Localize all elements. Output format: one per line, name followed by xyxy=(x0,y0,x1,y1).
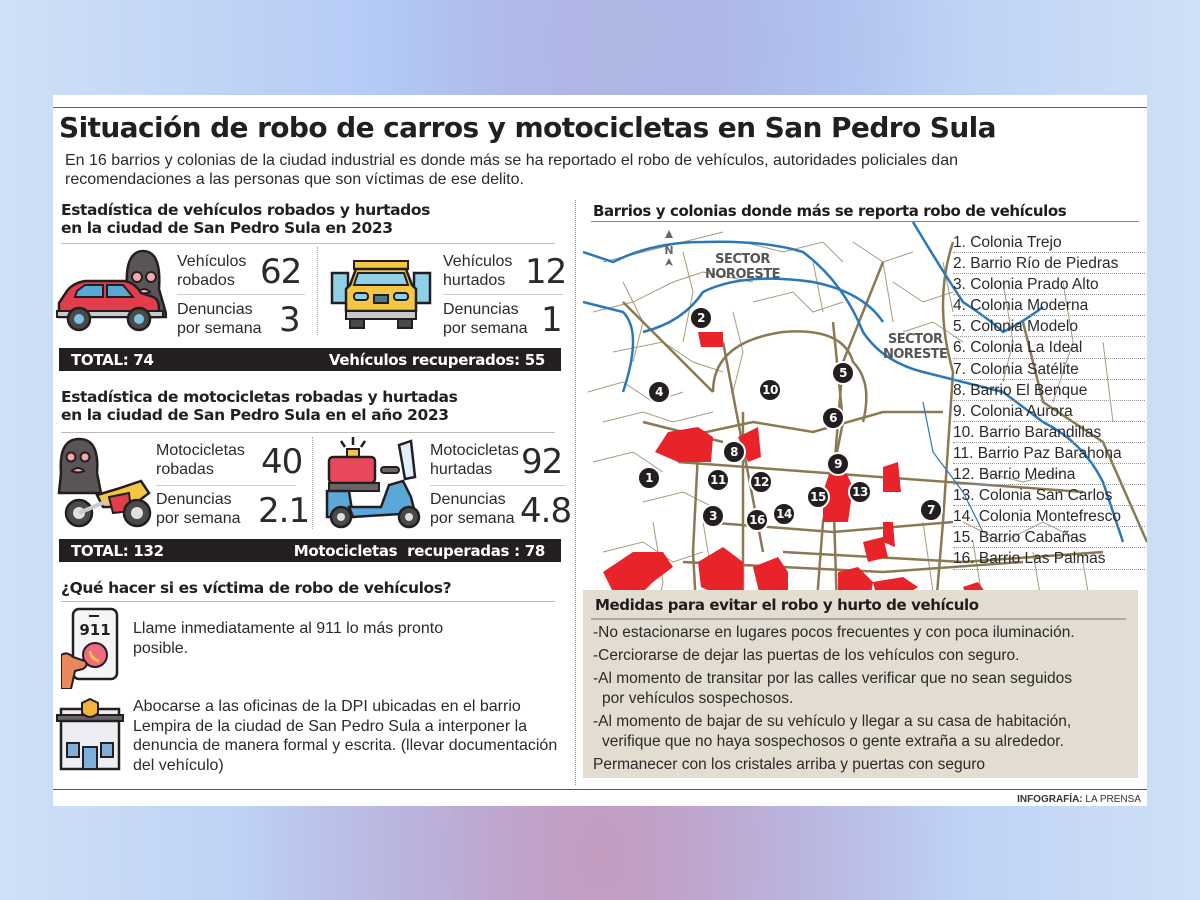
map-marker-5[interactable]: 5 xyxy=(831,361,855,385)
column-divider xyxy=(575,200,576,785)
intro-text: En 16 barrios y colonias de la ciudad industrial es donde más se ha reportado el robo de vehículos, autoridades policiales dan recomendaciones a las personas que son víctimas de ese delito. xyxy=(65,152,958,188)
motorcycles-hurtadas-value: 92 xyxy=(521,442,563,482)
motorcycles-robadas-denuncias-value: 2.1 xyxy=(258,491,310,531)
map-marker-16[interactable]: 16 xyxy=(745,508,769,532)
legend-item: 16. Barrio Las Palmas xyxy=(953,548,1145,569)
motorcycles-robadas-value: 40 xyxy=(261,442,303,482)
map-marker-8[interactable]: 8 xyxy=(722,440,746,464)
divider xyxy=(61,432,555,433)
map-marker-4[interactable]: 4 xyxy=(647,380,671,404)
legend-item: 12. Barrio Medina xyxy=(953,464,1145,485)
credit-line xyxy=(1017,794,1141,805)
prevention-item: -Al momento de transitar por las calles verificar que no sean seguidos por vehículos sospechosos. xyxy=(593,670,1073,707)
tip-call-911: Llame inmediatamente al 911 lo más pronto posible. xyxy=(133,620,444,657)
top-rule xyxy=(53,107,1147,108)
prevention-item: -No estacionarse en lugares pocos frecuentes y con poca iluminación. xyxy=(593,624,1075,641)
map-marker-6[interactable]: 6 xyxy=(821,406,845,430)
map-marker-1[interactable]: 1 xyxy=(637,466,661,490)
vehicles-robados-value: 62 xyxy=(260,252,302,292)
motorcycles-heading xyxy=(61,388,457,424)
motorcycles-robadas-denuncias-label: Denuncias por semana xyxy=(156,491,241,527)
map-marker-11[interactable]: 11 xyxy=(706,468,730,492)
motorcycle-thief-icon xyxy=(57,437,153,529)
legend-item: 1. Colonia Trejo xyxy=(953,232,1145,253)
legend-item: 10. Barrio Barandillas xyxy=(953,422,1145,443)
map-marker-9[interactable]: 9 xyxy=(826,452,850,476)
divider xyxy=(430,485,565,486)
phone-911-icon xyxy=(61,607,119,689)
map-marker-13[interactable]: 13 xyxy=(848,480,872,504)
car-open-doors-icon xyxy=(330,255,432,331)
legend-item: 5. Colonia Modelo xyxy=(953,316,1145,337)
motorcycles-heading-line1: Estadística de motocicletas robadas y hurtadas xyxy=(61,388,458,406)
vehicles-hurtados-label: Vehículos hurtados xyxy=(443,253,513,289)
motorcycles-hurtadas-label: Motocicletas hurtadas xyxy=(430,442,519,478)
legend-item: 7. Colonia Satélite xyxy=(953,359,1145,380)
motorcycles-total: TOTAL: 132 xyxy=(71,542,164,560)
tip-dpi-office: Abocarse a las oficinas de la DPI ubicadas en el barrio Lempira de la ciudad de San Pedro Sula a interponer la denuncia de manera formal y escrita. (llevar documentación del vehículo) xyxy=(133,698,558,774)
divider xyxy=(177,294,305,295)
motorcycles-robadas-label: Motocicletas robadas xyxy=(156,442,245,478)
map-heading: Barrios y colonias donde más se reporta robo de vehículos xyxy=(593,202,1067,220)
legend-item: 9. Colonia Aurora xyxy=(953,401,1145,422)
infographic-card xyxy=(53,95,1147,806)
motorcycles-hurtadas-denuncias-value: 4.8 xyxy=(520,491,572,531)
divider xyxy=(317,247,318,335)
bottom-rule xyxy=(53,789,1147,790)
vehicles-recovered: Vehículos recuperados: 55 xyxy=(328,351,545,369)
legend-item: 2. Barrio Río de Piedras xyxy=(953,253,1145,274)
motorcycles-hurtadas-denuncias-label: Denuncias por semana xyxy=(430,491,515,527)
legend-item: 8. Barrio El Benque xyxy=(953,380,1145,401)
prevention-list xyxy=(593,623,1138,778)
map-legend xyxy=(953,232,1145,570)
motorcycles-heading-line2: en la ciudad de San Pedro Sula en el año 2023 xyxy=(61,406,449,424)
motorcycles-total-bar xyxy=(59,539,561,562)
vehicles-robados-label: Vehículos robados xyxy=(177,253,247,289)
vehicles-heading-line1: Estadística de vehículos robados y hurtados xyxy=(61,201,430,219)
legend-item: 14. Colonia Montefresco xyxy=(953,506,1145,527)
svg-text:N: N xyxy=(664,244,674,257)
sector-noreste-label: SECTOR NORESTE xyxy=(883,332,948,362)
map-marker-14[interactable]: 14 xyxy=(772,502,796,526)
victim-heading: ¿Qué hacer si es víctima de robo de vehículos? xyxy=(61,579,452,597)
legend-item: 15. Barrio Cabañas xyxy=(953,527,1145,548)
vehicles-heading xyxy=(61,201,430,237)
map-marker-10[interactable]: 10 xyxy=(758,378,782,402)
vehicles-heading-line2: en la ciudad de San Pedro Sula en 2023 xyxy=(61,219,393,237)
sector-noroeste-label: SECTOR NOROESTE xyxy=(705,252,780,282)
divider xyxy=(312,437,313,529)
page-title: Situación de robo de carros y motocicletas en San Pedro Sula xyxy=(59,111,996,144)
divider xyxy=(61,601,555,602)
vehicles-total: TOTAL: 74 xyxy=(71,351,154,369)
vehicles-total-bar xyxy=(59,348,561,371)
legend-item: 3. Colonia Prado Alto xyxy=(953,274,1145,295)
north-arrow-icon xyxy=(664,230,673,266)
map-marker-7[interactable]: 7 xyxy=(919,498,943,522)
divider xyxy=(61,243,555,244)
delivery-scooter-icon xyxy=(319,433,427,529)
divider xyxy=(591,618,1126,620)
car-thief-icon xyxy=(55,247,167,337)
map-marker-3[interactable]: 3 xyxy=(701,504,725,528)
credit-source: LA PRENSA xyxy=(1085,794,1141,805)
credit-label: INFOGRAFÍA: xyxy=(1017,794,1083,805)
prevention-item: Permanecer con los cristales arriba y puertas con seguro xyxy=(593,756,985,773)
vehicles-hurtados-denuncias-label: Denuncias por semana xyxy=(443,301,528,337)
legend-item: 6. Colonia La Ideal xyxy=(953,337,1145,358)
legend-item: 4. Colonia Moderna xyxy=(953,295,1145,316)
prevention-item: -Al momento de bajar de su vehículo y llegar a su casa de habitación, verifique que no haya sospechosos o gente extraña a su alrededor. xyxy=(593,713,1072,750)
prevention-measures-box xyxy=(583,590,1138,778)
map-marker-2[interactable]: 2 xyxy=(689,306,713,330)
police-station-icon xyxy=(55,695,125,773)
vehicles-hurtados-denuncias-value: 1 xyxy=(541,300,562,340)
legend-item: 13. Colonia San Carlos xyxy=(953,485,1145,506)
prevention-heading: Medidas para evitar el robo y hurto de vehículo xyxy=(595,596,979,614)
vehicles-robados-denuncias-label: Denuncias por semana xyxy=(177,301,262,337)
vehicles-hurtados-value: 12 xyxy=(525,252,567,292)
prevention-item: -Cerciorarse de dejar las puertas de los vehículos con seguro. xyxy=(593,647,1020,664)
map-marker-12[interactable]: 12 xyxy=(749,470,773,494)
divider xyxy=(156,485,296,486)
divider xyxy=(443,294,563,295)
svg-text:911: 911 xyxy=(79,621,111,639)
motorcycles-recovered: Motocicletas recuperadas : 78 xyxy=(293,542,545,560)
legend-item: 11. Barrio Paz Barahona xyxy=(953,443,1145,464)
map-marker-15[interactable]: 15 xyxy=(806,485,830,509)
vehicles-robados-denuncias-value: 3 xyxy=(279,300,300,340)
